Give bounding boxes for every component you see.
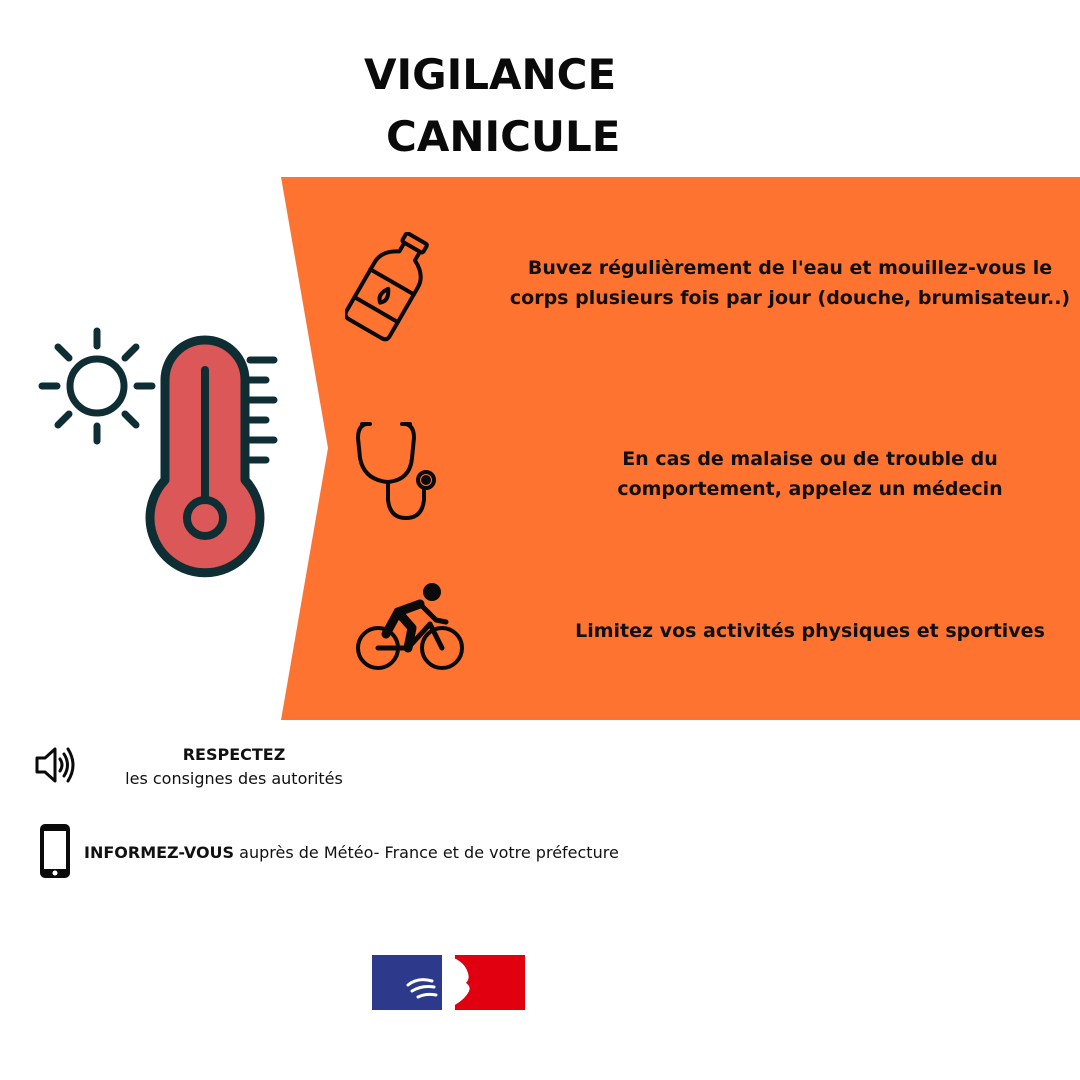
advice-text-hydration (500, 253, 1080, 313)
stethoscope-icon (352, 418, 444, 526)
inform-line (84, 842, 619, 864)
advice-line: Limitez vos activités physiques et sportives (575, 620, 1045, 642)
respect-instructions (104, 744, 364, 792)
page-title-line-1: VIGILANCE (364, 50, 617, 99)
advice-text-doctor (525, 444, 1080, 504)
cyclist-icon (354, 582, 466, 674)
advice-line: Buvez régulièrement de l'eau et mouillez-vous le (527, 257, 1053, 279)
inform-rest: auprès de Météo- France et de votre préfecture (234, 843, 619, 862)
advice-line: En cas de malaise ou de trouble du (622, 448, 998, 470)
smartphone-icon (38, 822, 72, 880)
inform-strong: INFORMEZ-VOUS (84, 843, 235, 862)
advice-line: comportement, appelez un médecin (617, 478, 1003, 500)
respect-title: RESPECTEZ (182, 745, 286, 764)
advice-text-activity (525, 616, 1080, 646)
republique-francaise-logo (372, 955, 525, 1010)
respect-subtitle: les consignes des autorités (125, 769, 343, 788)
speaker-icon (34, 744, 78, 786)
water-bottle-icon (345, 232, 445, 342)
page-title-line-2: CANICULE (386, 112, 621, 161)
advice-line: corps plusieurs fois par jour (douche, brumisateur..) (509, 287, 1071, 309)
sun-thermometer-icon (30, 320, 290, 580)
